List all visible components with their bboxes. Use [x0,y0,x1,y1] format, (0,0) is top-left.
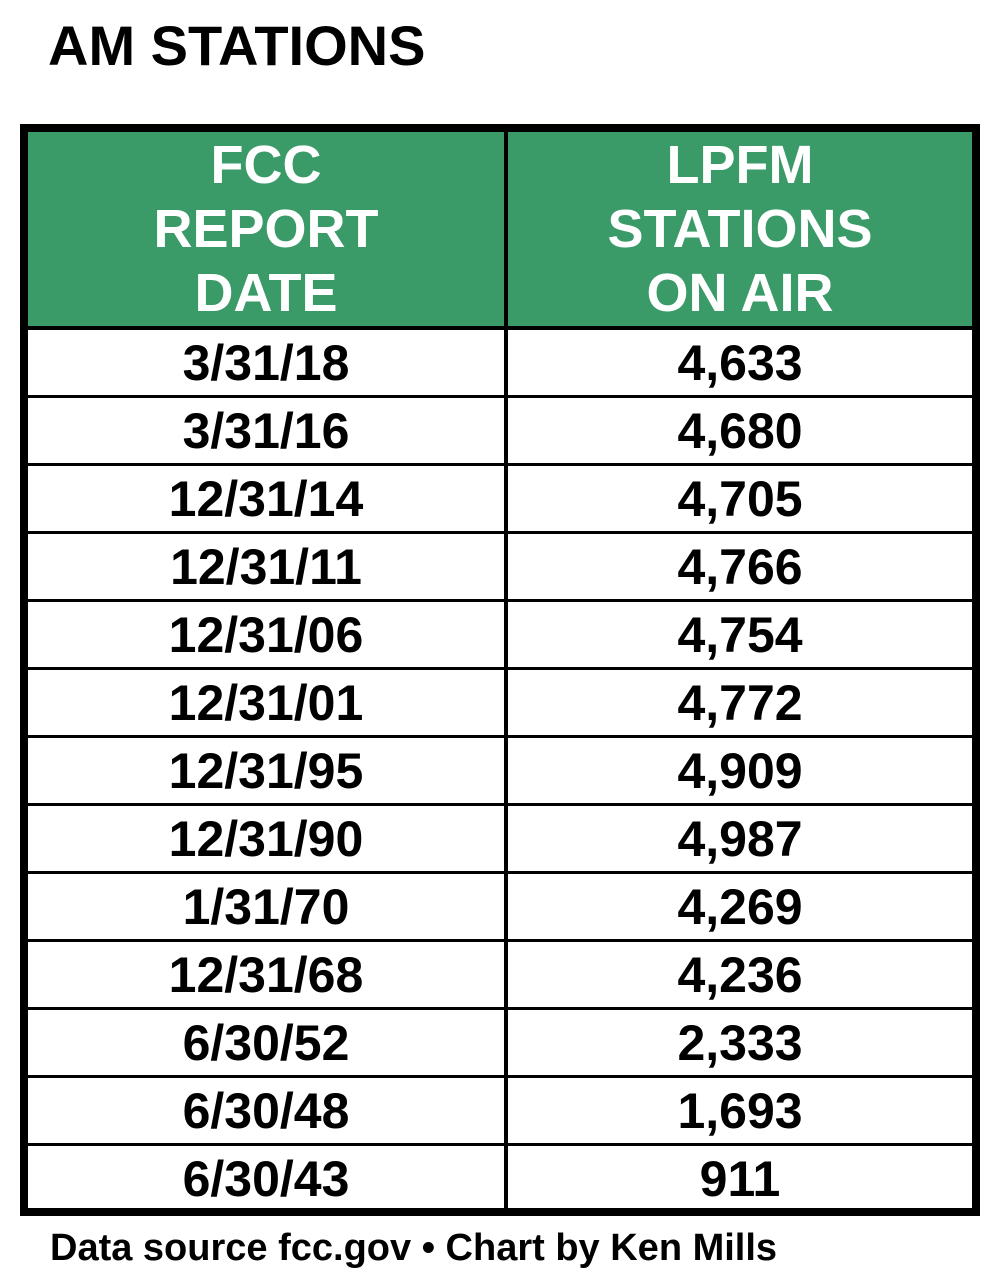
station-count-cell: 2,333 [506,1009,972,1077]
stations-table [28,132,972,1211]
table-row [28,533,972,601]
report-date-cell: 1/31/70 [28,873,506,941]
table-body [28,328,972,1211]
report-date-cell: 3/31/16 [28,397,506,465]
column-header-line: FCC [210,135,322,195]
station-count-cell: 4,705 [506,465,972,533]
station-count-cell: 4,772 [506,669,972,737]
table-row [28,1145,972,1212]
report-date-cell: 3/31/18 [28,328,506,397]
table-row [28,1077,972,1145]
station-count-cell: 4,680 [506,397,972,465]
stations-table-frame [20,124,980,1216]
station-count-cell: 4,754 [506,601,972,669]
chart-title: AM STATIONS [48,14,426,77]
table-header-row [28,132,972,328]
station-count-cell: 4,909 [506,737,972,805]
report-date-cell: 12/31/06 [28,601,506,669]
station-count-cell: 1,693 [506,1077,972,1145]
table-row [28,601,972,669]
report-date-cell: 12/31/95 [28,737,506,805]
report-date-cell: 12/31/01 [28,669,506,737]
station-count-cell: 911 [506,1145,972,1212]
station-count-cell: 4,987 [506,805,972,873]
table-row [28,805,972,873]
column-header-report-date [28,132,506,328]
column-header-line: STATIONS [607,199,873,259]
report-date-cell: 12/31/90 [28,805,506,873]
report-date-cell: 6/30/52 [28,1009,506,1077]
source-credit: Data source fcc.gov • Chart by Ken Mills [50,1227,778,1269]
table-row [28,328,972,397]
column-header-line: LPFM [666,135,814,195]
report-date-cell: 12/31/11 [28,533,506,601]
table-row [28,873,972,941]
column-header-line: REPORT [153,199,379,259]
table-row [28,737,972,805]
column-header-stations-on-air [506,132,972,328]
column-header-line: ON AIR [646,263,834,323]
station-count-cell: 4,766 [506,533,972,601]
column-header-line: DATE [194,263,338,323]
table-row [28,1009,972,1077]
report-date-cell: 6/30/48 [28,1077,506,1145]
station-count-cell: 4,633 [677,334,803,391]
table-row [28,397,972,465]
station-count-cell: 4,269 [506,873,972,941]
report-date-cell: 12/31/14 [28,465,506,533]
table-row [28,669,972,737]
report-date-cell: 12/31/68 [28,941,506,1009]
table-row [28,465,972,533]
table-row [28,941,972,1009]
station-count-cell: 4,236 [506,941,972,1009]
report-date-cell: 6/30/43 [28,1145,506,1212]
